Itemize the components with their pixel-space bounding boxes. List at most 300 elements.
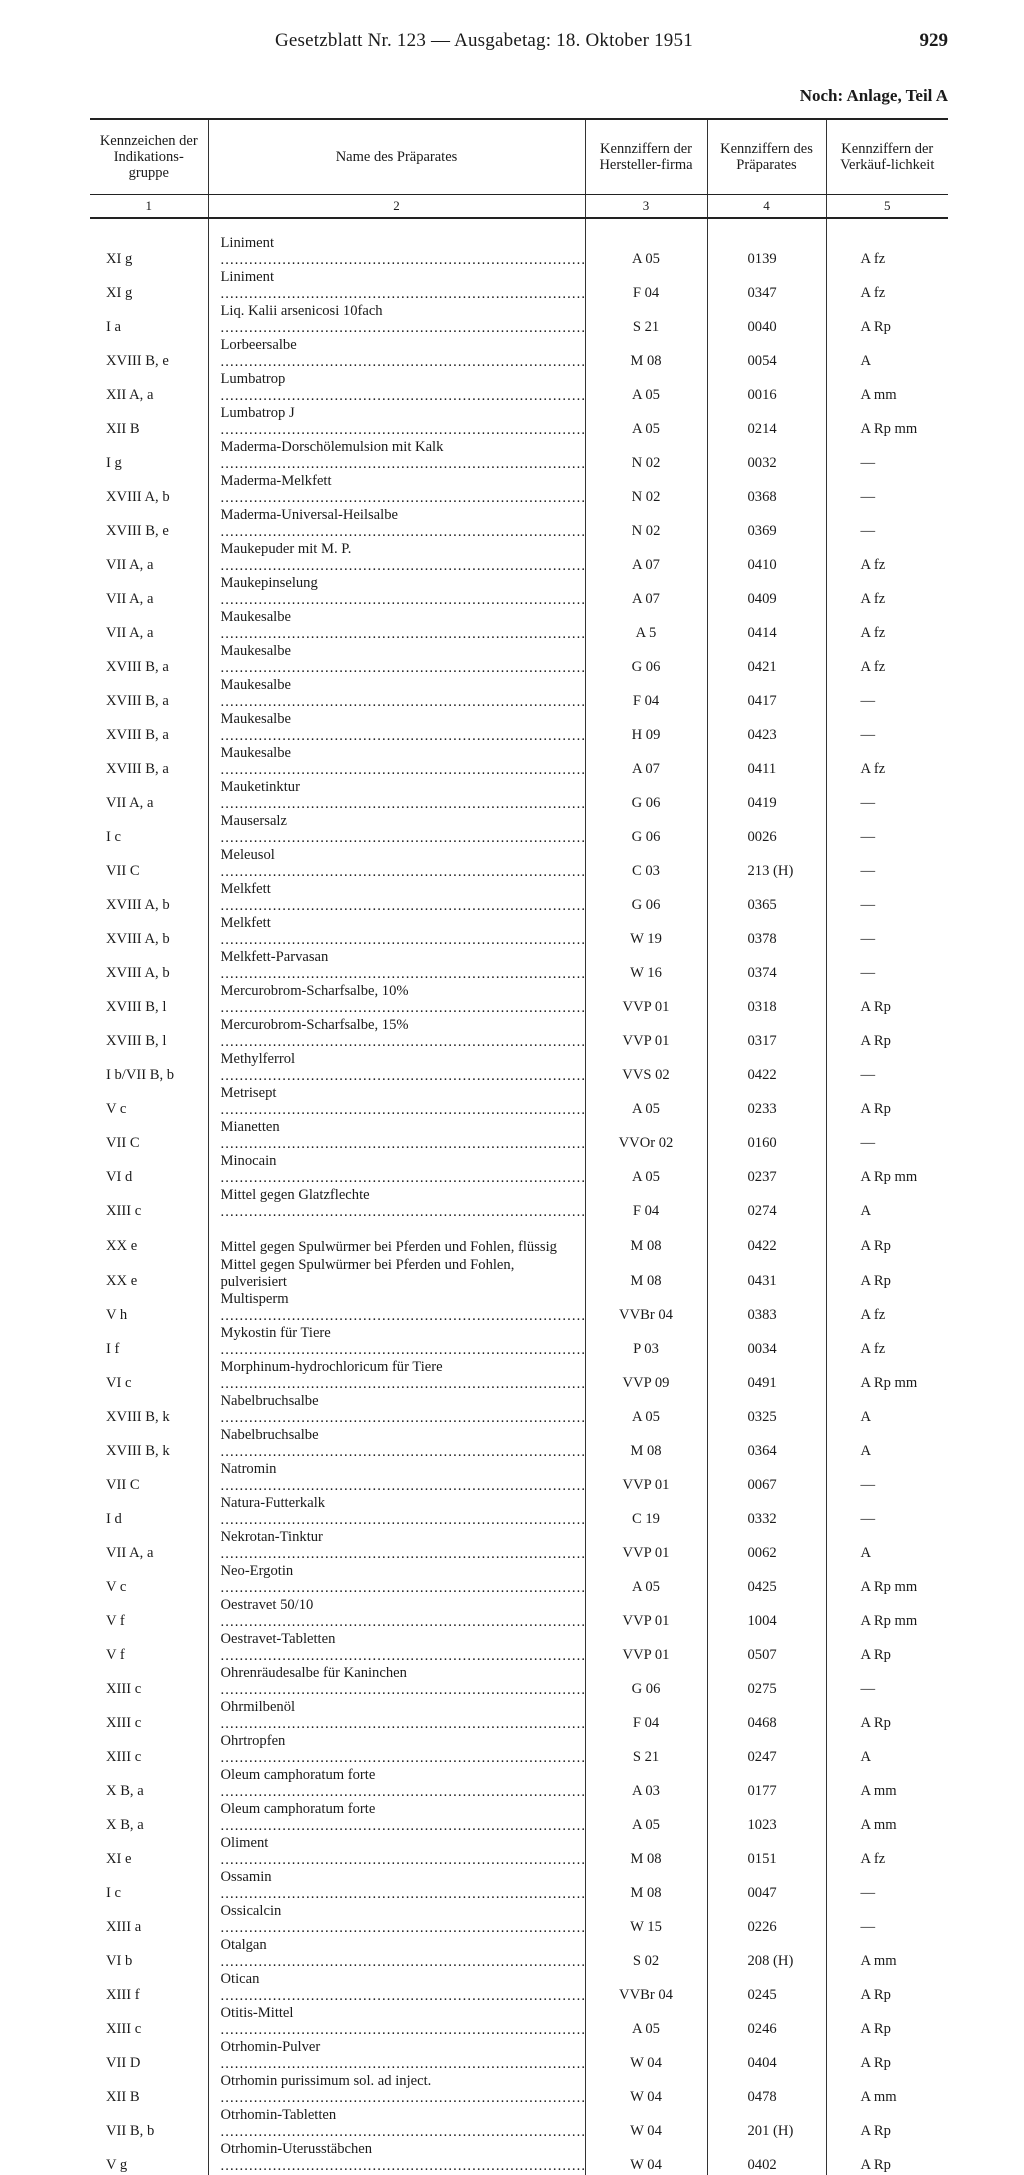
maker-cell: W 16 xyxy=(585,949,707,983)
group-cell: XVIII B, e xyxy=(106,523,169,539)
sale-cell: — xyxy=(826,677,948,711)
sale-cell: A Rp mm xyxy=(826,405,948,439)
name-cell xyxy=(208,1017,585,1051)
table-row xyxy=(90,1971,948,2005)
preparation-name: Lorbeersalbe ..... xyxy=(221,337,577,371)
table-row xyxy=(90,1291,948,1325)
code-cell: 0233 xyxy=(707,1085,826,1119)
maker-cell: N 02 xyxy=(585,473,707,507)
preparation-name: Otican ..... xyxy=(221,1971,577,2005)
code-cell: 0274 xyxy=(707,1187,826,1221)
table-row xyxy=(90,1869,948,1903)
name-cell xyxy=(208,609,585,643)
code-cell: 0067 xyxy=(707,1461,826,1495)
sale-cell: — xyxy=(826,711,948,745)
group-cell: XII B xyxy=(106,2089,140,2105)
code-cell: 0332 xyxy=(707,1495,826,1529)
preparation-name: Mykostin für Tiere ..... xyxy=(221,1325,577,1359)
table-row xyxy=(90,949,948,983)
column-header-code: Kennziffern des Präparates xyxy=(707,119,826,195)
name-cell xyxy=(208,949,585,983)
code-cell: 0246 xyxy=(707,2005,826,2039)
name-cell xyxy=(208,439,585,473)
table-row xyxy=(90,1903,948,1937)
group-cell: X B, a xyxy=(106,1817,144,1833)
code-cell: 0409 xyxy=(707,575,826,609)
code-cell: 0139 xyxy=(707,235,826,269)
preparation-name: Nabelbruchsalbe ..... xyxy=(221,1427,577,1461)
maker-cell: F 04 xyxy=(585,1699,707,1733)
name-cell xyxy=(208,1563,585,1597)
preparation-name: Otrhomin purissimum sol. ad inject. ..... xyxy=(221,2073,577,2107)
table-row xyxy=(90,1393,948,1427)
sale-cell: — xyxy=(826,1903,948,1937)
table-row xyxy=(90,337,948,371)
preparation-name: Lumbatrop J ..... xyxy=(221,405,577,439)
name-cell xyxy=(208,847,585,881)
sale-cell: — xyxy=(826,813,948,847)
group-cell: X B, a xyxy=(106,1783,144,1799)
name-cell xyxy=(208,1427,585,1461)
table-row xyxy=(90,643,948,677)
maker-cell: W 04 xyxy=(585,2107,707,2141)
column-header-sale: Kennziffern der Verkäuf-lichkeit xyxy=(826,119,948,195)
table-row xyxy=(90,1529,948,1563)
table-row xyxy=(90,1221,948,1256)
preparation-name: Otrhomin-Tabletten ..... xyxy=(221,2107,577,2141)
name-cell xyxy=(208,575,585,609)
name-cell xyxy=(208,1597,585,1631)
sale-cell: A fz xyxy=(826,609,948,643)
group-cell: I f xyxy=(106,1341,120,1357)
code-cell: 0032 xyxy=(707,439,826,473)
preparation-name: Mausersalz ..... xyxy=(221,813,577,847)
preparation-name: Methylferrol ..... xyxy=(221,1051,577,1085)
sale-cell: A Rp xyxy=(826,2005,948,2039)
group-cell: VII C xyxy=(106,1477,140,1493)
sale-cell: A fz xyxy=(826,235,948,269)
code-cell: 0419 xyxy=(707,779,826,813)
table-row xyxy=(90,2073,948,2107)
code-cell: 0062 xyxy=(707,1529,826,1563)
preparation-name: Ohrenräudesalbe für Kaninchen ..... xyxy=(221,1665,577,1699)
group-cell: XVIII A, b xyxy=(106,931,170,947)
sale-cell: A Rp xyxy=(826,1699,948,1733)
sale-cell: A fz xyxy=(826,541,948,575)
table-row xyxy=(90,711,948,745)
code-cell: 0347 xyxy=(707,269,826,303)
sale-cell: — xyxy=(826,881,948,915)
table-row xyxy=(90,507,948,541)
table-header-row xyxy=(90,119,948,195)
preparation-name: Maderma-Dorschölemulsion mit Kalk ..... xyxy=(221,439,577,473)
sale-cell: A Rp xyxy=(826,1256,948,1291)
name-cell xyxy=(208,303,585,337)
table-row xyxy=(90,1937,948,1971)
maker-cell: G 06 xyxy=(585,813,707,847)
name-cell xyxy=(208,2107,585,2141)
group-cell: VI c xyxy=(106,1375,132,1391)
maker-cell: A 05 xyxy=(585,2005,707,2039)
code-cell: 0425 xyxy=(707,1563,826,1597)
name-cell xyxy=(208,1767,585,1801)
maker-cell: S 02 xyxy=(585,1937,707,1971)
code-cell: 0417 xyxy=(707,677,826,711)
maker-cell: M 08 xyxy=(585,1256,707,1291)
code-cell: 0368 xyxy=(707,473,826,507)
preparation-name: Ohrtropfen ..... xyxy=(221,1733,577,1767)
preparation-name: Minocain ..... xyxy=(221,1153,577,1187)
preparation-name: Mercurobrom-Scharfsalbe, 10% ..... xyxy=(221,983,577,1017)
sale-cell: — xyxy=(826,1869,948,1903)
preparation-name: Melkfett ..... xyxy=(221,881,577,915)
name-cell xyxy=(208,2005,585,2039)
table-row xyxy=(90,575,948,609)
name-cell xyxy=(208,507,585,541)
sale-cell: A xyxy=(826,1733,948,1767)
maker-cell: G 06 xyxy=(585,1665,707,1699)
column-number: 1 xyxy=(90,195,208,219)
preparation-name: Maderma-Universal-Heilsalbe ..... xyxy=(221,507,577,541)
sale-cell: A fz xyxy=(826,575,948,609)
name-cell xyxy=(208,235,585,269)
table-row xyxy=(90,677,948,711)
name-cell xyxy=(208,1495,585,1529)
maker-cell: A 07 xyxy=(585,575,707,609)
code-cell: 1023 xyxy=(707,1801,826,1835)
group-cell: VII D xyxy=(106,2055,141,2071)
preparation-name: Morphinum-hydrochloricum für Tiere ..... xyxy=(221,1359,577,1393)
code-cell: 201 (H) xyxy=(707,2107,826,2141)
group-cell: XI g xyxy=(106,251,133,267)
maker-cell: G 06 xyxy=(585,779,707,813)
code-cell: 0237 xyxy=(707,1153,826,1187)
name-cell xyxy=(208,1529,585,1563)
preparation-name: Otrhomin-Pulver ..... xyxy=(221,2039,577,2073)
code-cell: 0374 xyxy=(707,949,826,983)
name-cell xyxy=(208,1733,585,1767)
preparation-name: Nekrotan-Tinktur ..... xyxy=(221,1529,577,1563)
group-cell: XVIII B, a xyxy=(106,727,169,743)
column-number: 5 xyxy=(826,195,948,219)
maker-cell: A 05 xyxy=(585,235,707,269)
maker-cell: VVS 02 xyxy=(585,1051,707,1085)
name-cell xyxy=(208,779,585,813)
code-cell: 0016 xyxy=(707,371,826,405)
preparation-name: Oestravet-Tabletten ..... xyxy=(221,1631,577,1665)
maker-cell: W 19 xyxy=(585,915,707,949)
sale-cell: — xyxy=(826,1461,948,1495)
maker-cell: VVP 01 xyxy=(585,983,707,1017)
preparation-name: Maderma-Melkfett ..... xyxy=(221,473,577,507)
sale-cell: — xyxy=(826,779,948,813)
code-cell: 0364 xyxy=(707,1427,826,1461)
table-row xyxy=(90,847,948,881)
preparation-name: Mittel gegen Spulwürmer bei Pferden und Fohlen, pulverisiert xyxy=(220,1257,515,1290)
preparation-name: Metrisept ..... xyxy=(221,1085,577,1119)
code-cell: 0431 xyxy=(707,1256,826,1291)
name-cell xyxy=(208,677,585,711)
table-row xyxy=(90,235,948,269)
group-cell: XVIII B, a xyxy=(106,659,169,675)
preparation-name: Mittel gegen Spulwürmer bei Pferden und Fohlen, flüssig xyxy=(220,1239,557,1255)
name-cell xyxy=(208,1187,585,1221)
preparation-name: Multisperm ..... xyxy=(221,1291,577,1325)
maker-cell: VVP 01 xyxy=(585,1017,707,1051)
preparation-name: Melkfett-Parvasan ..... xyxy=(221,949,577,983)
table-row xyxy=(90,1187,948,1221)
preparation-name: Nabelbruchsalbe ..... xyxy=(221,1393,577,1427)
code-cell: 0214 xyxy=(707,405,826,439)
group-cell: XVIII B, k xyxy=(106,1443,170,1459)
name-cell xyxy=(208,1051,585,1085)
group-cell: XII B xyxy=(106,421,140,437)
name-cell xyxy=(208,745,585,779)
page-header xyxy=(90,30,948,56)
preparation-name: Natura-Futterkalk ..... xyxy=(221,1495,577,1529)
sale-cell: A Rp mm xyxy=(826,1563,948,1597)
group-cell: XII A, a xyxy=(106,387,154,403)
sale-cell: A xyxy=(826,337,948,371)
name-cell xyxy=(208,1903,585,1937)
group-cell: I g xyxy=(106,455,122,471)
preparation-name: Maukesalbe ..... xyxy=(221,643,577,677)
maker-cell: M 08 xyxy=(585,1835,707,1869)
group-cell: I d xyxy=(106,1511,122,1527)
preparation-name: Oleum camphoratum forte ..... xyxy=(221,1801,577,1835)
sale-cell: A mm xyxy=(826,1801,948,1835)
code-cell: 208 (H) xyxy=(707,1937,826,1971)
sale-cell: — xyxy=(826,915,948,949)
table-row xyxy=(90,303,948,337)
maker-cell: F 04 xyxy=(585,677,707,711)
code-cell: 0383 xyxy=(707,1291,826,1325)
name-cell xyxy=(208,405,585,439)
preparation-name: Meleusol ..... xyxy=(221,847,577,881)
group-cell: VII B, b xyxy=(106,2123,155,2139)
code-cell: 1004 xyxy=(707,1597,826,1631)
maker-cell: H 09 xyxy=(585,711,707,745)
name-cell xyxy=(208,881,585,915)
table-row xyxy=(90,2107,948,2141)
code-cell: 0491 xyxy=(707,1359,826,1393)
code-cell: 0478 xyxy=(707,2073,826,2107)
table-row xyxy=(90,881,948,915)
group-cell: XIII c xyxy=(106,2021,142,2037)
maker-cell: M 08 xyxy=(585,1221,707,1256)
code-cell: 0325 xyxy=(707,1393,826,1427)
code-cell: 0410 xyxy=(707,541,826,575)
preparation-name: Mercurobrom-Scharfsalbe, 15% ..... xyxy=(221,1017,577,1051)
name-cell xyxy=(208,541,585,575)
group-cell: VII A, a xyxy=(106,795,154,811)
code-cell: 0378 xyxy=(707,915,826,949)
table-row xyxy=(90,1017,948,1051)
maker-cell: W 04 xyxy=(585,2073,707,2107)
preparation-name: Liniment ..... xyxy=(221,235,577,269)
sale-cell: — xyxy=(826,1051,948,1085)
maker-cell: N 02 xyxy=(585,439,707,473)
table-row xyxy=(90,1359,948,1393)
maker-cell: A 05 xyxy=(585,371,707,405)
sale-cell: — xyxy=(826,1665,948,1699)
maker-cell: S 21 xyxy=(585,1733,707,1767)
maker-cell: W 04 xyxy=(585,2039,707,2073)
sale-cell: A Rp xyxy=(826,2141,948,2175)
table-row xyxy=(90,473,948,507)
name-cell xyxy=(208,915,585,949)
column-number: 3 xyxy=(585,195,707,219)
group-cell: VII A, a xyxy=(106,591,154,607)
code-cell: 0365 xyxy=(707,881,826,915)
preparation-name: Oestravet 50/10 ..... xyxy=(221,1597,577,1631)
maker-cell: A 03 xyxy=(585,1767,707,1801)
maker-cell: M 08 xyxy=(585,1869,707,1903)
group-cell: VI b xyxy=(106,1953,133,1969)
preparation-name: Natromin ..... xyxy=(221,1461,577,1495)
table-row xyxy=(90,1495,948,1529)
name-cell xyxy=(208,1119,585,1153)
sale-cell: A xyxy=(826,1187,948,1221)
sale-cell: A xyxy=(826,1427,948,1461)
maker-cell: N 02 xyxy=(585,507,707,541)
spacer-row xyxy=(90,218,948,235)
sale-cell: A Rp mm xyxy=(826,1359,948,1393)
sale-cell: A xyxy=(826,1393,948,1427)
continuation-label: Noch: Anlage, Teil A xyxy=(799,86,948,105)
table-row xyxy=(90,1461,948,1495)
code-cell: 0317 xyxy=(707,1017,826,1051)
name-cell xyxy=(208,643,585,677)
table-row xyxy=(90,1256,948,1291)
name-cell xyxy=(208,1801,585,1835)
code-cell: 0411 xyxy=(707,745,826,779)
preparation-name: Maukesalbe ..... xyxy=(221,711,577,745)
maker-cell: VVP 01 xyxy=(585,1597,707,1631)
maker-cell: A 05 xyxy=(585,1563,707,1597)
sale-cell: A Rp mm xyxy=(826,1597,948,1631)
maker-cell: A 5 xyxy=(585,609,707,643)
table-row xyxy=(90,2005,948,2039)
name-cell xyxy=(208,711,585,745)
sale-cell: — xyxy=(826,949,948,983)
name-cell xyxy=(208,1221,585,1256)
maker-cell: A 05 xyxy=(585,1153,707,1187)
maker-cell: VVP 01 xyxy=(585,1631,707,1665)
group-cell: V h xyxy=(106,1307,128,1323)
group-cell: XI g xyxy=(106,285,133,301)
code-cell: 0369 xyxy=(707,507,826,541)
name-cell xyxy=(208,2073,585,2107)
group-cell: I c xyxy=(106,1885,121,1901)
code-cell: 0160 xyxy=(707,1119,826,1153)
name-cell xyxy=(208,1937,585,1971)
group-cell: V f xyxy=(106,1613,125,1629)
column-header-name: Name des Präparates xyxy=(208,119,585,195)
table-row xyxy=(90,1631,948,1665)
code-cell: 0226 xyxy=(707,1903,826,1937)
maker-cell: A 05 xyxy=(585,1801,707,1835)
preparation-name: Ossicalcin ..... xyxy=(221,1903,577,1937)
name-cell xyxy=(208,1085,585,1119)
name-cell xyxy=(208,1971,585,2005)
code-cell: 0054 xyxy=(707,337,826,371)
table-row xyxy=(90,541,948,575)
group-cell: XIII a xyxy=(106,1919,142,1935)
sale-cell: A Rp xyxy=(826,1971,948,2005)
code-cell: 0245 xyxy=(707,1971,826,2005)
column-number: 2 xyxy=(208,195,585,219)
sale-cell: A mm xyxy=(826,1767,948,1801)
code-cell: 0404 xyxy=(707,2039,826,2073)
table-row xyxy=(90,983,948,1017)
name-cell xyxy=(208,1256,585,1291)
maker-cell: W 04 xyxy=(585,2141,707,2175)
maker-cell: G 06 xyxy=(585,881,707,915)
maker-cell: C 19 xyxy=(585,1495,707,1529)
table-row xyxy=(90,1153,948,1187)
group-cell: XIII f xyxy=(106,1987,140,2003)
group-cell: XVIII B, a xyxy=(106,693,169,709)
maker-cell: VVOr 02 xyxy=(585,1119,707,1153)
maker-cell: A 05 xyxy=(585,1085,707,1119)
preparation-name: Maukepuder mit M. P. ..... xyxy=(221,541,577,575)
group-cell: V c xyxy=(106,1579,127,1595)
group-cell: XVIII B, l xyxy=(106,1033,167,1049)
group-cell: XVIII B, a xyxy=(106,761,169,777)
sale-cell: A Rp xyxy=(826,1017,948,1051)
sale-cell: — xyxy=(826,507,948,541)
gazette-title: Gesetzblatt Nr. 123 — Ausgabetag: 18. Oktober 1951 xyxy=(275,30,693,51)
maker-cell: S 21 xyxy=(585,303,707,337)
preparation-name: Maukesalbe ..... xyxy=(221,609,577,643)
group-cell: XVIII A, b xyxy=(106,965,170,981)
sale-cell: A fz xyxy=(826,745,948,779)
name-cell xyxy=(208,1291,585,1325)
table-row xyxy=(90,269,948,303)
maker-cell: P 03 xyxy=(585,1325,707,1359)
code-cell: 0423 xyxy=(707,711,826,745)
name-cell xyxy=(208,983,585,1017)
preparation-name: Maukepinselung ..... xyxy=(221,575,577,609)
preparation-name: Liniment ..... xyxy=(221,269,577,303)
maker-cell: VVP 01 xyxy=(585,1529,707,1563)
name-cell xyxy=(208,1359,585,1393)
maker-cell: G 06 xyxy=(585,643,707,677)
group-cell: VII A, a xyxy=(106,557,154,573)
table-row xyxy=(90,1665,948,1699)
table-row xyxy=(90,1835,948,1869)
group-cell: VII A, a xyxy=(106,625,154,641)
sale-cell: A Rp xyxy=(826,2107,948,2141)
sale-cell: A fz xyxy=(826,643,948,677)
table-row xyxy=(90,1085,948,1119)
preparations-table xyxy=(90,118,948,2175)
group-cell: V g xyxy=(106,2157,128,2173)
preparation-name: Mittel gegen Glatzflechte ..... xyxy=(221,1187,577,1221)
group-cell: XIII c xyxy=(106,1681,142,1697)
table-row xyxy=(90,915,948,949)
code-cell: 0151 xyxy=(707,1835,826,1869)
preparation-name: Otitis-Mittel ..... xyxy=(221,2005,577,2039)
preparation-name: Mauketinktur ..... xyxy=(221,779,577,813)
preparation-name: Maukesalbe ..... xyxy=(221,745,577,779)
group-cell: VII A, a xyxy=(106,1545,154,1561)
code-cell: 0422 xyxy=(707,1221,826,1256)
sale-cell: A Rp xyxy=(826,303,948,337)
sale-cell: A mm xyxy=(826,371,948,405)
group-cell: XVIII B, k xyxy=(106,1409,170,1425)
